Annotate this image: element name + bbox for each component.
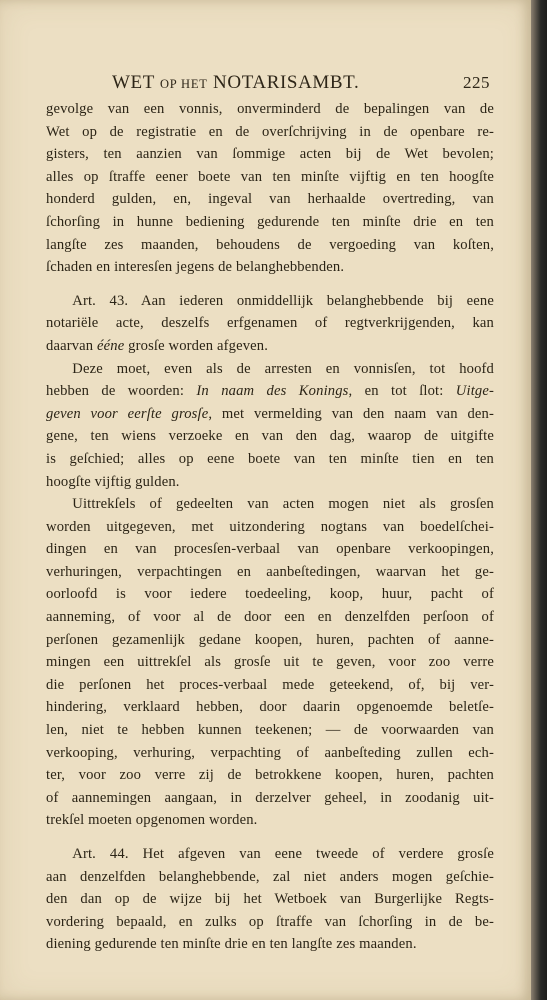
text-line: ſchorſing in hunne bediening gedurende ten minſte drie en ten xyxy=(46,213,494,230)
text-line: die perſonen het proces-verbaal mede geteekend, of, bij ver- xyxy=(46,676,494,693)
text-line: den dan op de wijze bij het Wetboek van Burgerlijke Regts- xyxy=(46,891,494,908)
running-title-part-1: WET xyxy=(112,72,160,93)
text-line: vordering bepaald, en zulks op ſtraffe van ſchorſing in de be- xyxy=(46,913,494,930)
text-line: honderd gulden, en, ingeval van herhaalde overtreding, van xyxy=(46,191,494,208)
text-line: Wet op de registratie en de overſchrijving in de openbare re- xyxy=(46,123,494,140)
text-line: aan denzelfden belanghebbende, zal niet anders mogen geſchie- xyxy=(46,868,494,885)
book-edge xyxy=(531,0,547,1000)
text-line: langſte zes maanden, behoudens de vergoeding van koſten, xyxy=(46,236,494,253)
article-43 xyxy=(46,290,494,358)
text-line: worden uitgegeven, met uitzondering nogtans van boedelſchei- xyxy=(46,518,494,535)
paragraph-continuation xyxy=(46,98,494,279)
paragraph-grosse-form xyxy=(46,358,494,494)
text-line: hoogſte vijftig gulden. xyxy=(46,473,180,490)
running-title-part-2: NOTARISAMBT. xyxy=(207,72,360,93)
article-44 xyxy=(46,843,494,956)
text-line: of aannemingen aangaan, in derzelver geheel, in zoodanig uit- xyxy=(46,789,494,806)
text-line: Art. 44. Het afgeven van eene tweede of verdere grosſe xyxy=(72,846,494,862)
text-line: verhuringen, verpachtingen en aanbeſtedingen, waarvan het ge- xyxy=(46,563,494,580)
text-line: oorloofd is voor iedere toedeeling, koop, huur, pacht of xyxy=(46,586,494,603)
body-text xyxy=(46,98,494,956)
text-line: len, niet te hebben kunnen teekenen; — de voorwaarden van xyxy=(46,722,494,739)
text-line: mingen een uittrekſel als grosſe uit te geven, voor zoo verre xyxy=(46,654,494,671)
text-line: hebben de woorden: In naam des Konings, en tot ſlot: Uitge- xyxy=(46,383,494,400)
text-line: diening gedurende ten minſte drie en ten langſte zes maanden. xyxy=(46,936,417,953)
text-line: daarvan ééne grosſe worden afgeven. xyxy=(46,337,269,354)
text-line: gene, ten wiens verzoeke en van den dag, waarop de uitgifte xyxy=(46,428,494,445)
text-line: ter, voor zoo verre zij de betrokkene koopen, huren, pachten xyxy=(46,767,494,784)
text-line: trekſel moeten opgenomen worden. xyxy=(46,812,258,829)
text-line: alles op ſtraffe eener boete van ten minſte vijftig en ten hoogſte xyxy=(46,168,494,185)
text-line: ſchaden en interesſen jegens de belanghebbenden. xyxy=(46,259,345,276)
paragraph-uittreksels xyxy=(46,493,494,832)
text-line: is geſchied; alles op eene boete van ten minſte tien en ten xyxy=(46,450,494,467)
text-line: Deze moet, even als de arresten en vonnisſen, tot hoofd xyxy=(72,360,494,377)
running-title-small-caps: OP HET xyxy=(159,77,208,91)
text-line: notariële acte, deszelfs erfgenamen of regtverkrijgenden, kan xyxy=(46,315,494,332)
text-line: dingen en van procesſen-verbaal van openbare verkoopingen, xyxy=(46,541,494,558)
text-line: geven voor eerſte grosſe, met vermelding van den naam van den- xyxy=(46,405,494,422)
page-header xyxy=(60,72,490,96)
text-line: Uittrekſels of gedeelten van acten mogen niet als grosſen xyxy=(72,496,494,513)
page-number: 225 xyxy=(463,73,490,92)
text-line: aanneming, of voor al de door een en denzelfden perſoon of xyxy=(46,609,494,626)
text-line: verkooping, verhuring, verpachting of aanbeſteding zullen ech- xyxy=(46,744,494,761)
text-line: gevolge van een vonnis, onverminderd de bepalingen van de xyxy=(46,101,494,117)
text-line: gisters, ten aanzien van ſommige acten bij de Wet bevolen; xyxy=(46,146,494,163)
text-line: perſonen gezamenlijk gedane koopen, huren, pachten of aanne- xyxy=(46,631,494,648)
text-line: Art. 43. Aan iederen onmiddellijk belanghebbende bij eene xyxy=(72,292,494,309)
text-line: hindering, verklaard hebben, door daarin opgenoemde beletſe- xyxy=(46,699,494,716)
running-title xyxy=(112,72,359,94)
